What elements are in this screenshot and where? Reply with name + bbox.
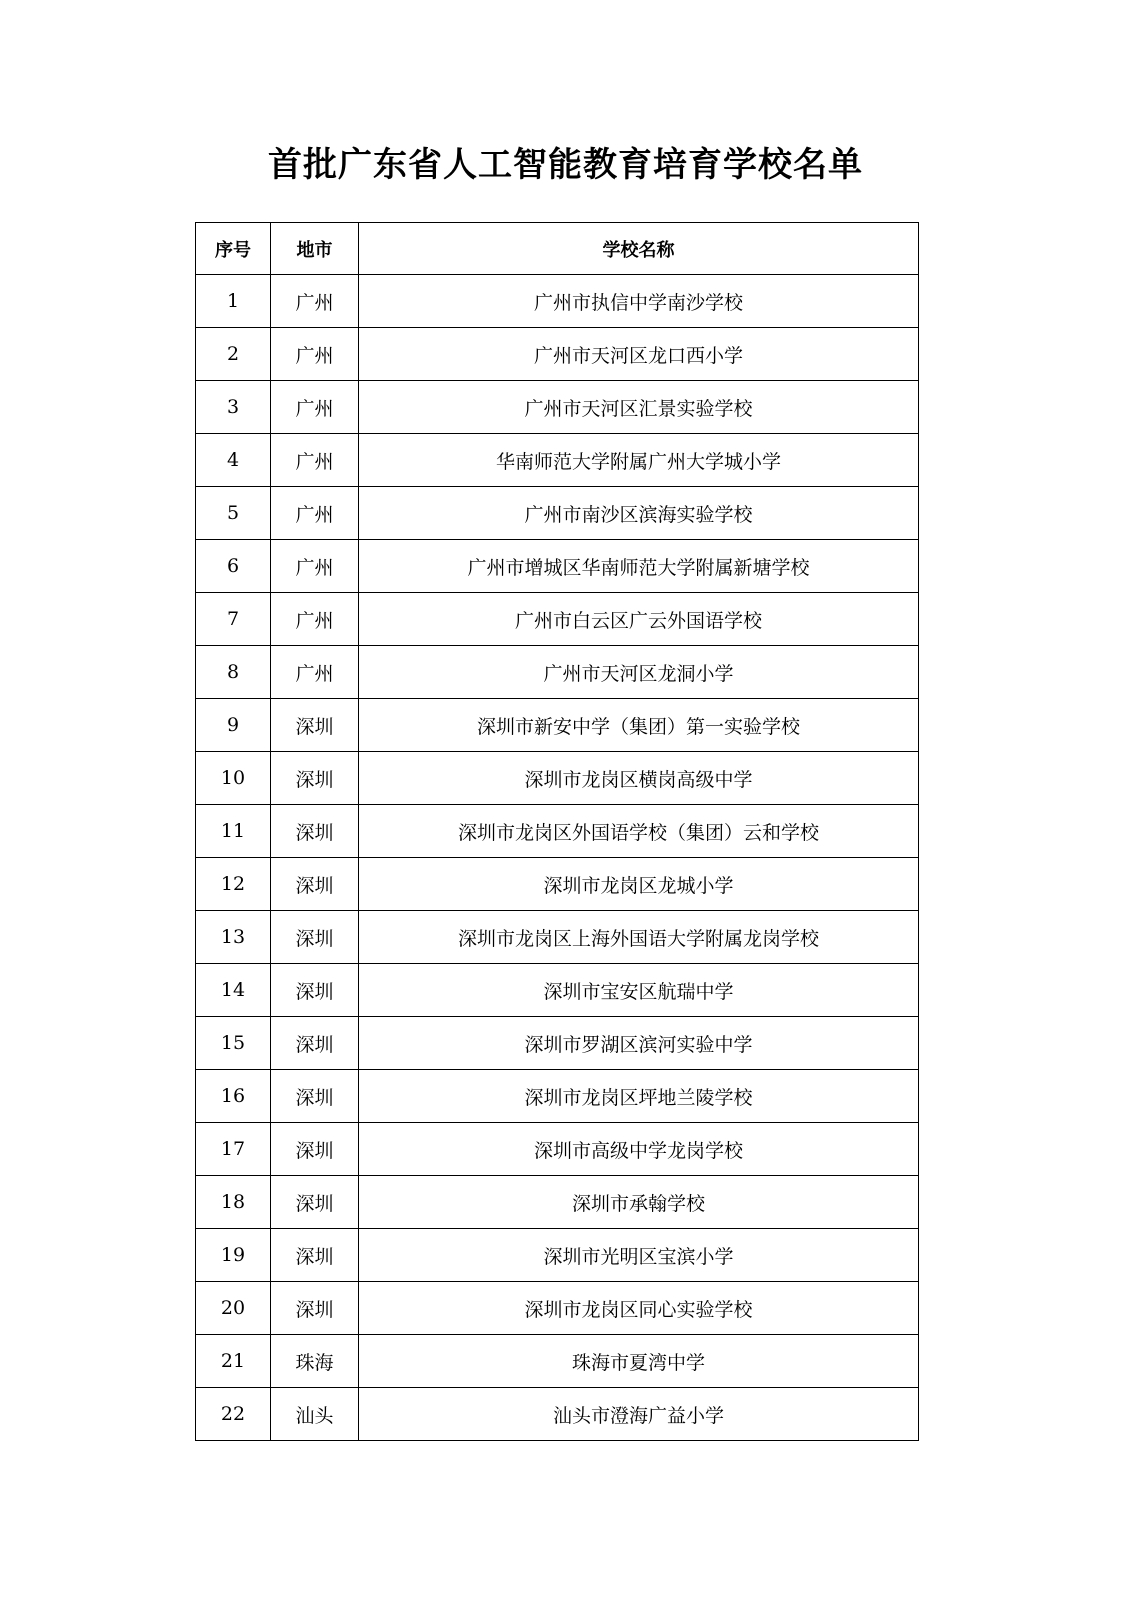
row-number-cell: 20 [196,1282,271,1335]
row-school-name-cell: 广州市增城区华南师范大学附属新塘学校 [359,540,919,593]
row-number-cell: 16 [196,1070,271,1123]
row-number-cell: 5 [196,487,271,540]
row-city-cell: 深圳 [271,1282,359,1335]
table-row [196,381,919,434]
row-city-cell: 珠海 [271,1335,359,1388]
page-title: 首批广东省人工智能教育培育学校名单 [268,145,863,185]
row-school-name-cell: 珠海市夏湾中学 [359,1335,919,1388]
row-number-cell: 22 [196,1388,271,1441]
row-school-name-cell: 广州市执信中学南沙学校 [359,275,919,328]
row-number-cell: 11 [196,805,271,858]
header-number: 序号 [196,223,271,275]
row-number-cell: 4 [196,434,271,487]
row-city-cell: 汕头 [271,1388,359,1441]
table-row [196,699,919,752]
row-school-name-cell: 深圳市高级中学龙岗学校 [359,1123,919,1176]
row-city-cell: 广州 [271,540,359,593]
row-school-name-cell: 广州市天河区龙洞小学 [359,646,919,699]
table-row [196,1388,919,1441]
row-city-cell: 深圳 [271,1229,359,1282]
row-number-cell: 18 [196,1176,271,1229]
row-school-name-cell: 广州市南沙区滨海实验学校 [359,487,919,540]
row-school-name-cell: 深圳市龙岗区同心实验学校 [359,1282,919,1335]
row-city-cell: 深圳 [271,1070,359,1123]
table-row [196,1017,919,1070]
school-list-table [195,222,919,1441]
row-city-cell: 广州 [271,328,359,381]
table-body [196,275,919,1441]
row-number-cell: 14 [196,964,271,1017]
row-number-cell: 19 [196,1229,271,1282]
row-city-cell: 深圳 [271,805,359,858]
header-city: 地市 [271,223,359,275]
row-school-name-cell: 深圳市龙岗区横岗高级中学 [359,752,919,805]
table-header-row [196,223,919,275]
row-number-cell: 8 [196,646,271,699]
table-row [196,646,919,699]
row-number-cell: 17 [196,1123,271,1176]
row-city-cell: 广州 [271,646,359,699]
table-row [196,540,919,593]
row-school-name-cell: 深圳市新安中学（集团）第一实验学校 [359,699,919,752]
table-row [196,1229,919,1282]
row-number-cell: 3 [196,381,271,434]
row-number-cell: 15 [196,1017,271,1070]
row-city-cell: 深圳 [271,858,359,911]
row-number-cell: 12 [196,858,271,911]
row-school-name-cell: 广州市天河区龙口西小学 [359,328,919,381]
table-row [196,911,919,964]
row-city-cell: 深圳 [271,752,359,805]
row-city-cell: 深圳 [271,1176,359,1229]
row-number-cell: 9 [196,699,271,752]
row-school-name-cell: 深圳市龙岗区坪地兰陵学校 [359,1070,919,1123]
table-row [196,964,919,1017]
row-city-cell: 广州 [271,593,359,646]
row-city-cell: 广州 [271,434,359,487]
table-row [196,752,919,805]
row-number-cell: 1 [196,275,271,328]
row-school-name-cell: 深圳市龙岗区上海外国语大学附属龙岗学校 [359,911,919,964]
row-city-cell: 深圳 [271,1017,359,1070]
row-number-cell: 13 [196,911,271,964]
row-school-name-cell: 深圳市光明区宝滨小学 [359,1229,919,1282]
row-city-cell: 广州 [271,381,359,434]
table-row [196,328,919,381]
table-row [196,593,919,646]
row-school-name-cell: 深圳市宝安区航瑞中学 [359,964,919,1017]
row-school-name-cell: 汕头市澄海广益小学 [359,1388,919,1441]
row-school-name-cell: 广州市白云区广云外国语学校 [359,593,919,646]
table-row [196,1335,919,1388]
table-row [196,1070,919,1123]
row-city-cell: 广州 [271,275,359,328]
row-city-cell: 深圳 [271,1123,359,1176]
row-number-cell: 10 [196,752,271,805]
row-school-name-cell: 深圳市罗湖区滨河实验中学 [359,1017,919,1070]
row-number-cell: 7 [196,593,271,646]
table-row [196,1282,919,1335]
row-city-cell: 广州 [271,487,359,540]
row-school-name-cell: 广州市天河区汇景实验学校 [359,381,919,434]
row-city-cell: 深圳 [271,911,359,964]
row-number-cell: 6 [196,540,271,593]
table-row [196,434,919,487]
row-city-cell: 深圳 [271,699,359,752]
header-school-name: 学校名称 [359,223,919,275]
row-number-cell: 21 [196,1335,271,1388]
table-row [196,1176,919,1229]
table-row [196,1123,919,1176]
row-school-name-cell: 深圳市龙岗区外国语学校（集团）云和学校 [359,805,919,858]
row-number-cell: 2 [196,328,271,381]
row-school-name-cell: 华南师范大学附属广州大学城小学 [359,434,919,487]
table-row [196,805,919,858]
row-school-name-cell: 深圳市龙岗区龙城小学 [359,858,919,911]
row-school-name-cell: 深圳市承翰学校 [359,1176,919,1229]
table-row [196,275,919,328]
table-row [196,858,919,911]
table-row [196,487,919,540]
row-city-cell: 深圳 [271,964,359,1017]
